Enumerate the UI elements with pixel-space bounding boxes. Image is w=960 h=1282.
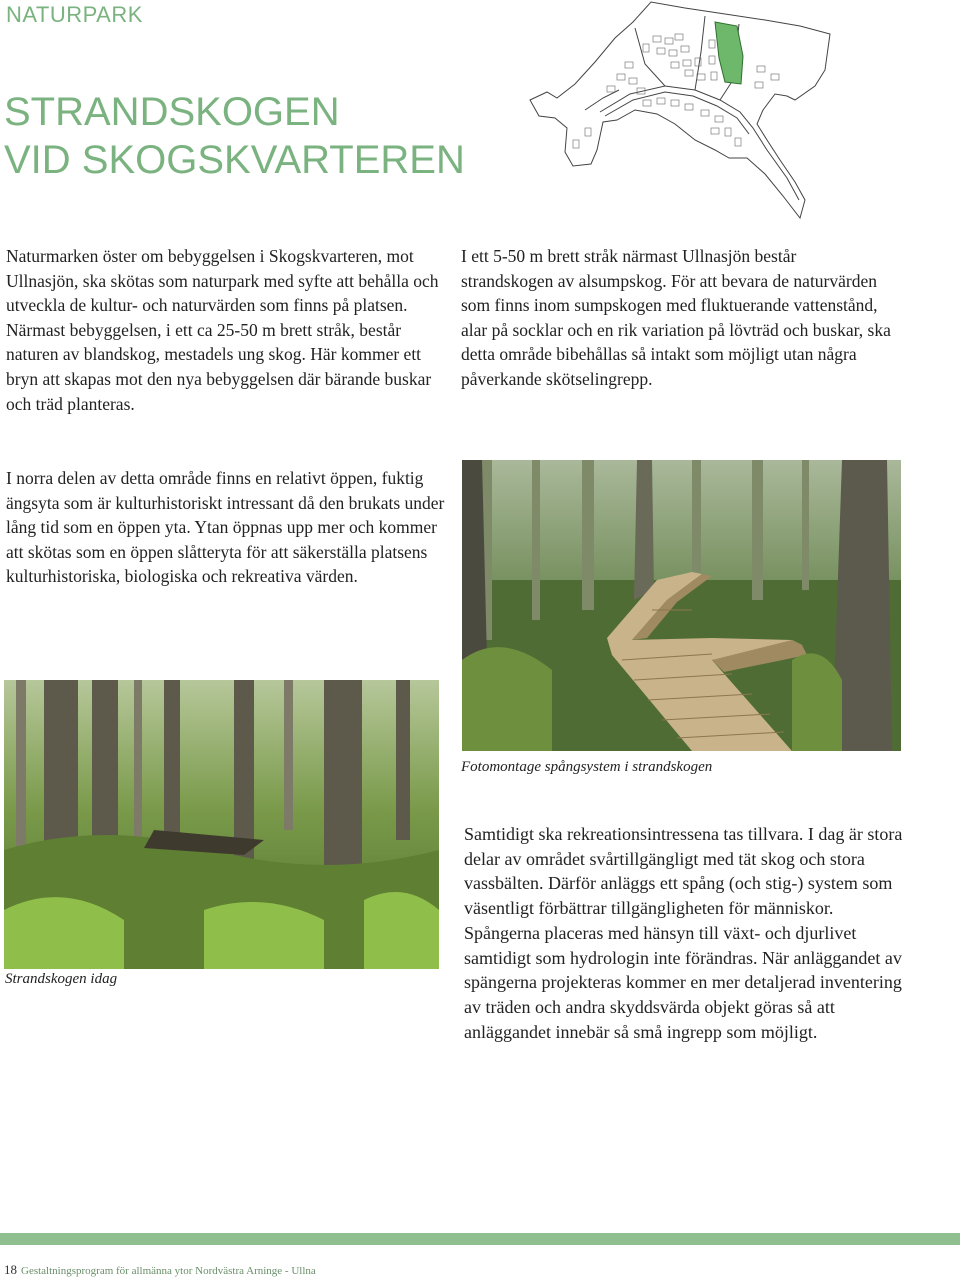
- footer-project-name: Nordvästra Arninge - Ullna: [195, 1265, 316, 1277]
- title-line-2: VID SKOGSKVARTEREN: [4, 138, 465, 182]
- forest-caption: Strandskogen idag: [5, 971, 118, 987]
- recreation-paragraph: Samtidigt ska rekreationsintressena tas tillvara. I dag är stora delar av området svårtillgängligt med tät skog och stora vassbälten. Därför anläggs ett spång (och stig-) system som väsentligt förbättrar tillgängligheten för människor. Spångerna placeras med hänsyn till växt- och djurlivet samtidigt som hydrologin inte förändras. När anläggandet av spängerna projekteras kommer en mer detaljerad inventering av träden och andra skyddsvärda objekt göras så att anläggandet innebär så små ingrepp som möjligt.: [464, 824, 903, 1042]
- footer-text: Gestaltningsprogram för allmänna ytor: [21, 1265, 196, 1277]
- intro-paragraph: Naturmarken öster om bebyggelsen i Skogskvarteren, mot Ullnasjön, ska skötas som naturpark med syfte att behålla och utveckla de kultur- och naturvärden som finns på platsen. Närmast bebyggelsen, i ett ca 25-50 m brett stråk, består naturen av blandskog, mestadels ung skog. Här kommer ett bryn att skapas mot den nya bebyggelsen där bärande buskar och träd planteras.: [6, 246, 439, 414]
- alsumpskog-paragraph: I ett 5-50 m brett stråk närmast Ullnasjön består strandskogen av alsumpskog. För att bevara de naturvärden som finns inom sumpskogen med fluktuerande vattenstånd, alar på socklar och en rik variation på lövträd och buskar, ska detta område bibehållas så intakt som möjligt utan några påverkande skötselingrepp.: [461, 246, 891, 389]
- site-map-icon: [525, 0, 835, 222]
- page-footer: [4, 1262, 316, 1278]
- section-label: NATURPARK: [6, 2, 143, 27]
- meadow-paragraph: I norra delen av detta område finns en relativt öppen, fuktig ängsyta som är kulturhistoriskt intressant då den brukats under lång tid som en öppen yta. Ytan öppnas upp mer och kommer att skötas som en öppen slåtteryta för att säkerställa platsens kulturhistoriska, biologiska och rekreativa värden.: [6, 468, 445, 587]
- forest-photo: [4, 680, 439, 969]
- boardwalk-photo: [462, 460, 901, 751]
- page-number: 18: [4, 1262, 17, 1277]
- title-line-1: STRANDSKOGEN: [4, 90, 340, 134]
- boardwalk-caption: Fotomontage spångsystem i strandskogen: [461, 759, 713, 775]
- footer-bar: [0, 1233, 960, 1245]
- page-title: [4, 88, 465, 184]
